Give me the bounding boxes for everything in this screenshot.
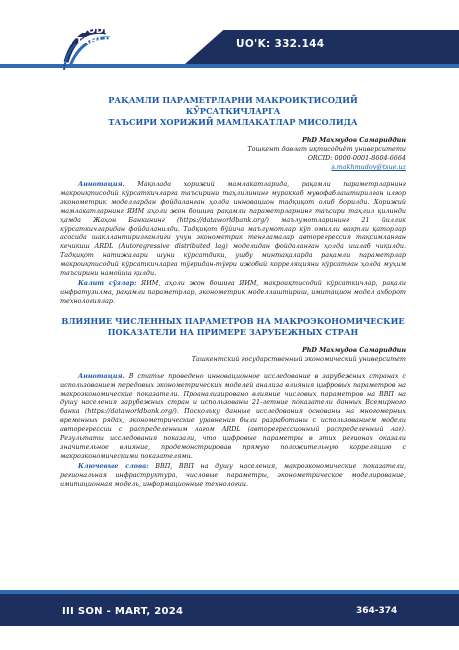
journal-title (58, 25, 189, 47)
keywords-label-ru: Ключевые слова: (78, 461, 149, 470)
page-range: 364-374 (356, 606, 398, 616)
keywords-text-ru: ВВП, ВВП на душу населения, макроэкономические показатели, региональная инфраструктура, числовые параметры, эконометрическое моделирование, имитационная модель, информационные технологии. (60, 461, 406, 488)
abstract-label-ru: Аннотация. (78, 371, 125, 380)
article-title-uz (60, 95, 406, 128)
affiliation-uz: Тошкент давлат иқтисодиёт университети (247, 145, 406, 153)
abstract-uz (60, 180, 406, 278)
author-block-ru (60, 346, 406, 364)
keywords-uz (60, 279, 406, 306)
affiliation-ru: Ташкентский государственный экономический университет (191, 354, 406, 363)
author-email-link[interactable]: s.makhmudov@tsue.uz (331, 163, 406, 171)
author-block-uz (60, 136, 406, 172)
keywords-ru (60, 462, 406, 489)
abstract-text-uz: Мақолада хорижий мамлакатларида, рақамли параметрларнинг макроиқтисодий кўрсаткичларга таъсирини таҳлилининг мураккаб мувофаблаштирилган илғор эконометрик моделлардан фойдаланган ҳолда инновацион тадқиқот олиб борилди. Хорижий мамлакатларнинг ЯИМ аҳоли жон бошига рақамли параметрларнинг таъсири таҳлил қилинди ҳамда Жаҳон Банкининг (https://dataworldbank.org/) маълумотларининг 21 йиллик кўрсаткичларидан фойдаланилди. Тадқиқот бўйича маълумотлар кўп омилли вақтли қаторлар асосида шакллантирилганлиги учун эконометрик тенгламалар авторегрессия тақсимланган кечикиш ARDL (Autoregressive distributed lag) моделидан фойдаланган ҳолда ишлаб чиқилди. Тадқиқот натижалари шуни кўрсатдики, ушбу минтақаларда рақамли параметрлар макроиқтисодий кўрсаткичларга тўғридан-тўғри ижобий корреляцияни кўрсатган ҳолда муҳим таъсирини намойиш қилди. (60, 180, 406, 278)
abstract-label-uz: Аннотация. (78, 180, 125, 188)
issue-label: III SON - MART, 2024 (62, 606, 184, 617)
title-uz-line1: РАҚАМЛИ ПАРАМЕТРЛАРНИ МАКРОИҚТИСОДИЙ КЎРСАТКИЧЛАРГА (108, 95, 358, 116)
article-content (60, 95, 406, 488)
journal-title-line2: VA TAHLIL (58, 36, 114, 47)
keywords-text-uz: ЯИМ, аҳоли жон бошига ЯИМ, макроиқтисодий кўрсаткичлар, рақали инфратузилма, рақамли параметрлар, эконометрик моделлаштириш, имитацион модел ахборот технологиялар. (60, 278, 406, 305)
abstract-text-ru: В статье проведено инновационное исследование в зарубежных странах с использованием передовых эконометрических моделей анализа влияния цифровых параметров на макроэкономические показатели. Проанализировано влияние числовых параметров на ВВП на душу населения зарубежных стран и использованы 21-летние показатели данных Всемирного банка (https://dataworldbank.org/). Поскольку данные исследования основаны на многомерных временных рядах, эконометрические уравнения были разработаны с использованием модели авторегрессии с распределенным лагом ARDL (авторегрессионный распределенный лаг). Результаты исследования показали, что цифровые параметры в этих регионах оказали значительное влияние, продемонстрировав прямую положительную корреляцию с макроэкономическими показателями. (60, 371, 406, 460)
journal-title-line1: IQTISODIY TARAQQIYOT (58, 25, 189, 36)
article-title-ru (60, 316, 406, 338)
author-name-uz: PhD Махмудов Самариддин (301, 136, 406, 144)
abstract-ru (60, 372, 406, 461)
title-uz-line2: ТАЪСИРИ ХОРИЖИЙ МАМЛАКАТЛАР МИСОЛИДА (108, 117, 358, 127)
title-ru-line2: ПОКАЗАТЕЛИ НА ПРИМЕРЕ ЗАРУБЕЖНЫХ СТРАН (107, 326, 359, 337)
journal-header (0, 0, 459, 92)
udk-code: UO'K: 332.144 (236, 38, 325, 50)
journal-subtitle: ILMIY ELEKTRON JURNAL (98, 46, 152, 51)
orcid: ORCID: 0000-0001-8604-6664 (307, 154, 406, 162)
keywords-label-uz: Калит сўзлар: (78, 278, 137, 287)
title-ru-line1: ВЛИЯНИЕ ЧИСЛЕННЫХ ПАРАМЕТРОВ НА МАКРОЭКОНОМИЧЕСКИЕ (61, 315, 405, 326)
author-name-ru: PhD Махмудов Самариддин (301, 345, 406, 354)
